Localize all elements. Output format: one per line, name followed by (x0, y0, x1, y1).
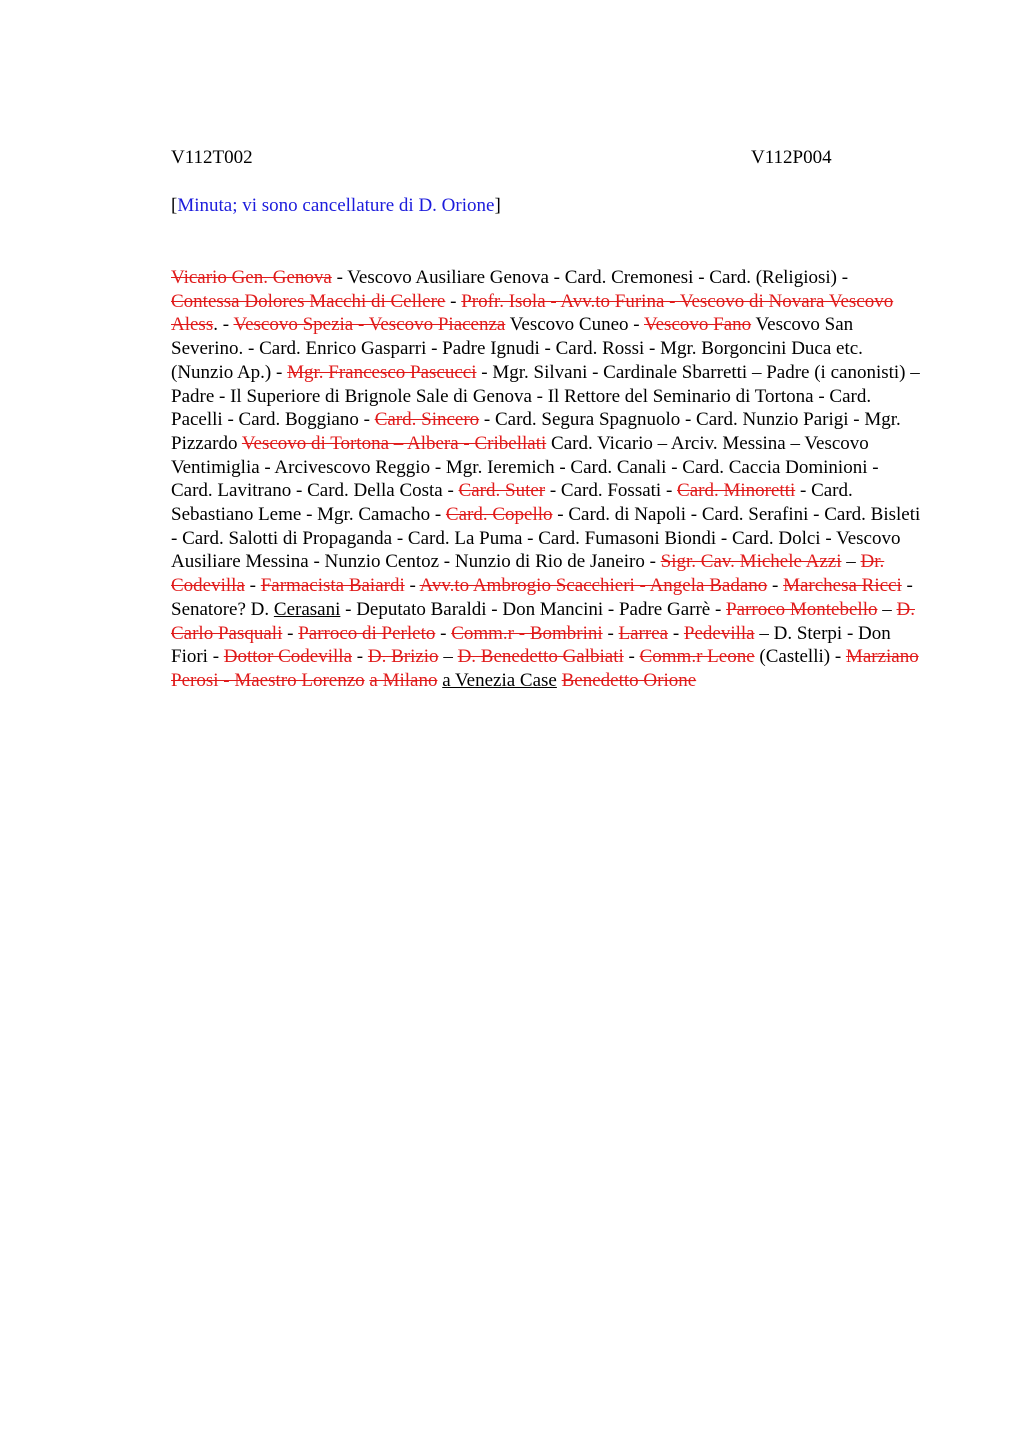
text-segment: - (435, 622, 452, 644)
underlined-text: a Venezia Case (442, 669, 557, 691)
text-segment: - (623, 646, 640, 668)
text-segment: - Card. Sebastiano Leme - Mgr. Camacho - (171, 480, 853, 526)
struck-text: Card. Minoretti (677, 480, 796, 502)
struck-text: Larrea (618, 622, 669, 644)
struck-text: Marziano Perosi - Maestro Lorenzo (171, 646, 919, 691)
struck-text: Mgr. Francesco Pascucci (287, 361, 477, 383)
struck-text: Vescovo di Tortona – Albera - Cribellati (241, 432, 547, 454)
text-segment: - Deputato Baraldi - Don Mancini - Padre Garrè - (340, 598, 727, 620)
text-segment: – (438, 646, 458, 668)
text-segment: - (282, 622, 299, 644)
text-segment: - (352, 646, 368, 668)
struck-text: Contessa Dolores Macchi di Cellere (171, 290, 446, 312)
struck-text: Parroco Montebello (726, 598, 878, 620)
text-segment: Card. Vicario – Arciv. Messina – Vescovo Ventimiglia - Arcivescovo Reggio - Mgr. Ieremich - Card. Canali - Card. Caccia Dominioni - Card. Lavitrano - Card. Della Costa - (171, 432, 879, 502)
text-segment: Vescovo Cuneo - (505, 314, 644, 336)
text-segment: (Castelli) - (754, 646, 846, 668)
text-segment: - Card. di Napoli - Card. Serafini - Card. Bisleti - Card. Salotti di Propaganda - Card. La Puma - Card. Fumasoni Biondi - Card. Dolci - Vescovo Ausiliare Messina - Nunzio Centoz - Nunzio di Rio de Janeiro - (171, 504, 921, 573)
text-segment: - (767, 575, 784, 597)
text-segment: - Senatore? D. (171, 575, 913, 620)
text-segment: - Mgr. Silvani - Cardinale Sbarretti – Padre (i canonisti) – Padre - Il Superiore di Brignole Sale di Genova - Il Rettore del Seminario di Tortona - Card. Pacelli - Card. Boggiano - (171, 361, 920, 431)
text-segment: - (404, 575, 420, 597)
text-segment: . - (213, 314, 234, 336)
text-segment: - Card. Fossati - (545, 480, 678, 502)
text-segment: Vescovo San Severino. - Card. Enrico Gasparri - Padre Ignudi - Card. Rossi - Mgr. Borgoncini Duca etc. (Nunzio Ap.) - (171, 314, 863, 383)
note-bracket-open: [ (171, 195, 178, 216)
struck-text: Pedevilla (683, 622, 755, 644)
struck-text: Vicario Gen. Genova (171, 267, 332, 288)
struck-text: a Milano (369, 669, 438, 691)
underlined-text: Cerasani (273, 598, 341, 620)
note-text: Minuta; vi sono cancellature di D. Orione (177, 195, 495, 216)
struck-text: Dottor Codevilla (223, 646, 353, 668)
struck-text: D. Benedetto Galbiati (457, 646, 624, 668)
text-segment: - (445, 290, 462, 312)
struck-text: D. Carlo Pasquali (171, 598, 915, 644)
text-segment: - (602, 622, 619, 644)
text-segment: - Vescovo Ausiliare Genova - Card. Cremonesi - Card. (Religiosi) - (331, 267, 849, 288)
struck-text: Benedetto Orione (561, 669, 697, 691)
struck-text: Avv.to Ambrogio Scacchieri - Angela Badano (419, 575, 768, 597)
document-code-left: V112T002 (171, 147, 253, 168)
editorial-note (171, 194, 501, 218)
text-segment: - (668, 622, 684, 644)
struck-text: Comm.r - Bombrini (451, 622, 603, 644)
text-segment: - (244, 575, 261, 597)
struck-text: Card. Sincero (374, 409, 480, 431)
struck-text: Farmacista Baiardi (260, 575, 405, 597)
struck-text: D. Brizio (367, 646, 439, 668)
document-code-right: V112P004 (751, 147, 832, 168)
struck-text: Marchesa Ricci (783, 575, 902, 597)
text-segment: – (877, 598, 897, 620)
text-segment: – (841, 551, 861, 573)
text-segment: - Card. Segura Spagnuolo - Card. Nunzio Parigi - Mgr. Pizzardo (171, 409, 901, 454)
struck-text: Dr. Codevilla (171, 551, 885, 597)
note-bracket-close: ] (494, 195, 501, 216)
text-segment: – D. Sterpi - Don Fiori - (171, 622, 891, 668)
struck-text: Vescovo Fano (644, 314, 752, 336)
struck-text: Comm.r Leone (639, 646, 755, 668)
struck-text: Vescovo Spezia - Vescovo Piacenza (233, 314, 506, 336)
struck-text: Sigr. Cav. Michele Azzi (660, 551, 842, 573)
struck-text: Card. Suter (458, 480, 546, 502)
struck-text: Profr. Isola - Avv.to Furina - Vescovo di Novara Vescovo Aless (171, 290, 894, 336)
struck-text: Card. Copello (445, 504, 553, 526)
struck-text: Parroco di Perleto (298, 622, 436, 644)
recipient-list (171, 266, 921, 693)
